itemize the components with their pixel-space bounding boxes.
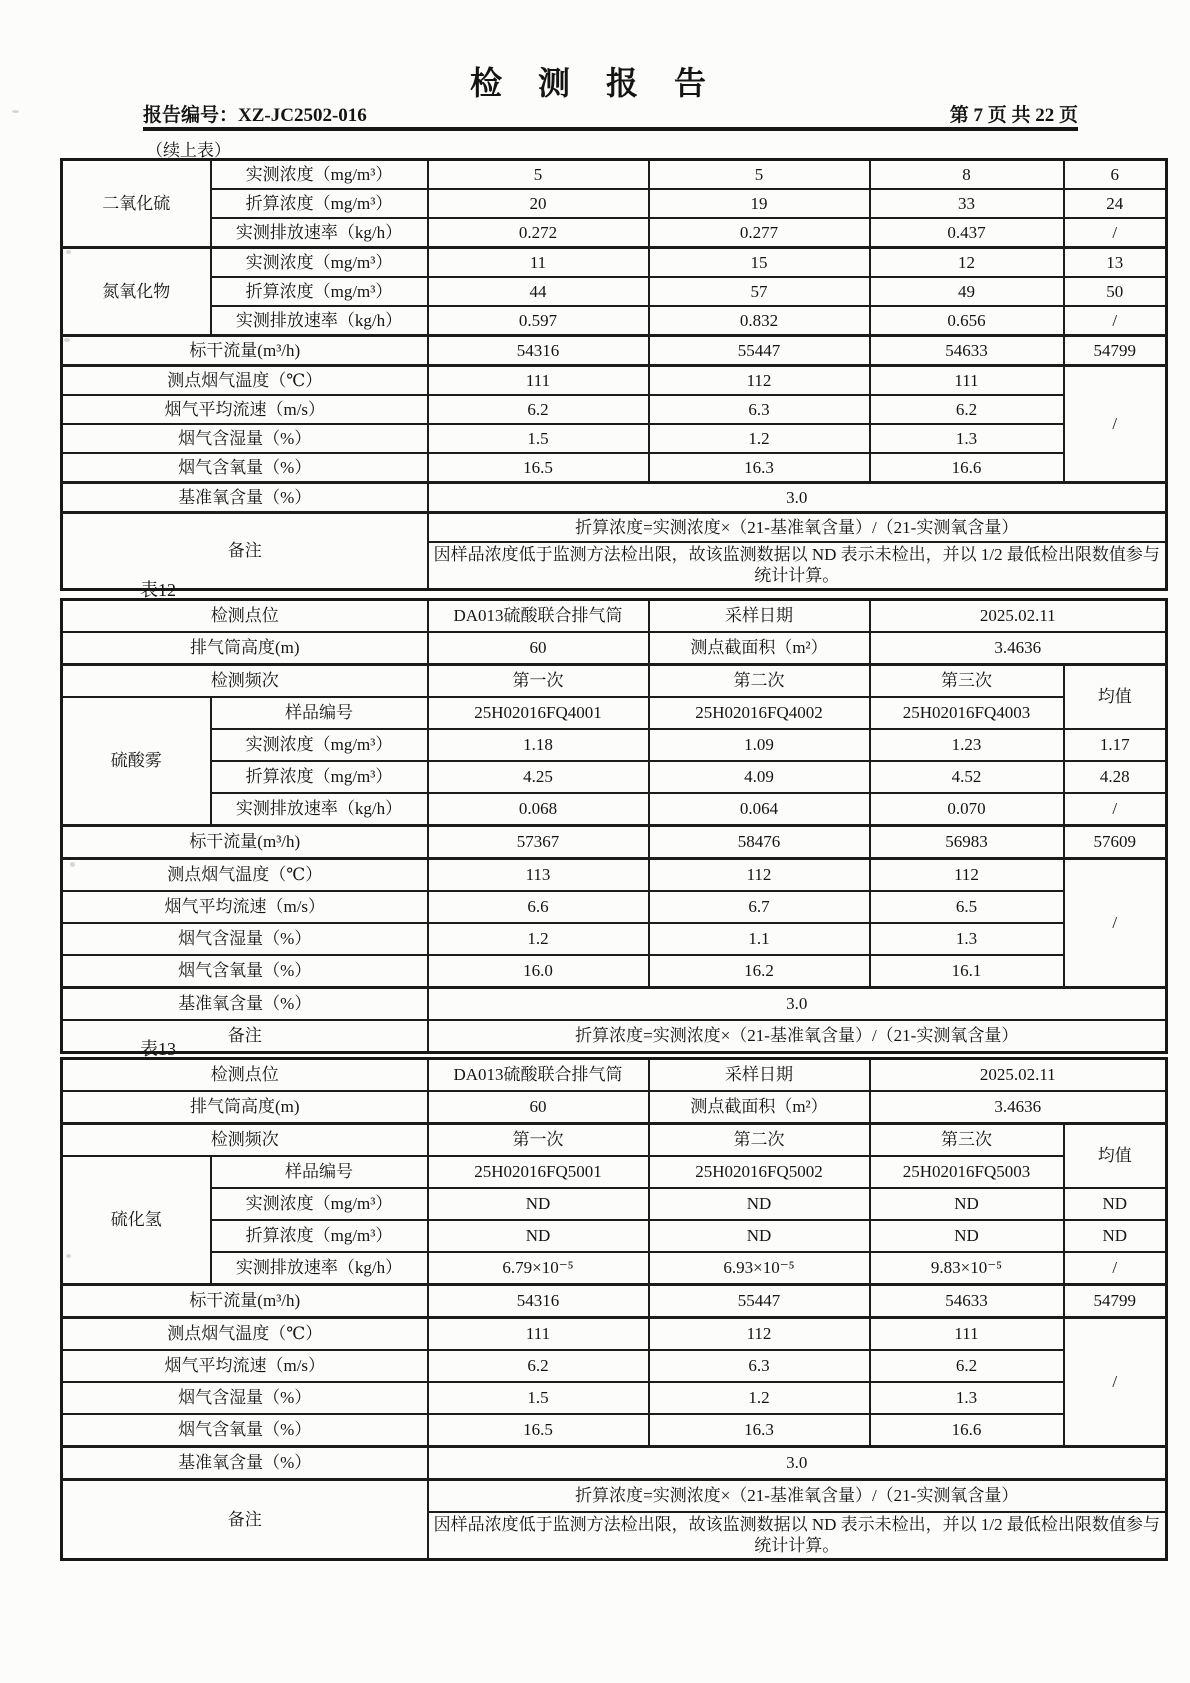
row-label-cell: 检测频次 [62,665,428,698]
value-cell: 55447 [649,336,870,366]
value-cell: 1.2 [649,424,870,453]
value-cell: 0.070 [870,793,1064,826]
value-cell: 6.7 [649,891,870,923]
value-cell: 0.068 [428,793,649,826]
row-label-cell: 烟气含氧量（%） [62,955,428,988]
table-row [62,1252,1167,1285]
value-cell: 1.5 [428,1382,649,1414]
sample-id-cell: 25H02016FQ5001 [428,1156,649,1188]
value-cell: 6.6 [428,891,649,923]
remark-nd-cell: 因样品浓度低于监测方法检出限，故该监测数据以 ND 表示未检出，并以 1/2 最低检出限数值参与统计计算。 [428,1512,1167,1559]
param-label-cell: 折算浓度（mg/m³） [211,1220,428,1252]
value-cell: 50 [1064,277,1167,306]
remark-formula-cell: 折算浓度=实测浓度×（21-基准氧含量）/（21-实测氧含量） [428,513,1167,543]
pollutant-name-cell: 硫化氢 [62,1156,211,1285]
scan-speck [70,862,75,867]
remark-formula-cell: 折算浓度=实测浓度×（21-基准氧含量）/（21-实测氧含量） [428,1480,1167,1513]
row-label-cell: 测点烟气温度（℃） [62,366,428,396]
report-number-label: 报告编号： [143,105,239,126]
param-label-cell: 样品编号 [211,697,428,729]
value-cell: 0.832 [649,306,870,336]
value-cell: 60 [428,1091,649,1124]
value-cell: 1.3 [870,424,1064,453]
value-cell: 112 [649,859,870,892]
value-cell: 16.6 [870,453,1064,483]
value-cell: 6.2 [870,395,1064,424]
value-cell: 3.4636 [870,632,1167,665]
value-cell: ND [1064,1188,1167,1220]
scan-speck [66,250,71,254]
row-label-cell: 烟气含湿量（%） [62,424,428,453]
average-header-cell: 均值 [1064,665,1167,730]
table-row [62,366,1167,396]
table-row [62,1124,1167,1157]
value-cell: 1.2 [428,923,649,955]
value-cell: 1.5 [428,424,649,453]
value-cell: 8 [870,160,1064,190]
row-label-cell: 烟气平均流速（m/s） [62,395,428,424]
table-row [62,632,1167,665]
value-cell: 112 [649,366,870,396]
value-cell: DA013硫酸联合排气筒 [428,1059,649,1092]
value-cell: 4.25 [428,761,649,793]
remark-label-cell: 备注 [62,1480,428,1560]
value-cell: 113 [428,859,649,892]
pollutant-name-cell: 二氧化硫 [62,160,211,248]
average-cell: / [1064,366,1167,483]
value-cell: 1.09 [649,729,870,761]
value-cell: 6.2 [428,395,649,424]
value-cell: 1.17 [1064,729,1167,761]
pollutant-name-cell: 硫酸雾 [62,697,211,826]
value-cell: 16.1 [870,955,1064,988]
value-cell: 54633 [870,1285,1064,1318]
value-cell: 60 [428,632,649,665]
table-row [62,1020,1167,1053]
param-label-cell: 折算浓度（mg/m³） [211,189,428,218]
row-label-cell: 检测点位 [62,600,428,633]
value-cell: 54633 [870,336,1064,366]
remark-label-cell: 备注 [62,1020,428,1053]
param-label-cell: 实测浓度（mg/m³） [211,1188,428,1220]
value-cell: 4.09 [649,761,870,793]
remark-formula-cell: 折算浓度=实测浓度×（21-基准氧含量）/（21-实测氧含量） [428,1020,1167,1053]
table-row [62,336,1167,366]
scan-speck [64,338,70,342]
value-cell: 13 [1064,248,1167,278]
value-cell: 16.3 [649,453,870,483]
value-cell: 0.656 [870,306,1064,336]
row-label-cell: 烟气含湿量（%） [62,1382,428,1414]
param-label-cell: 实测浓度（mg/m³） [211,160,428,190]
table-row [62,1350,1167,1382]
row-label-cell: 排气筒高度(m) [62,632,428,665]
freq-col-cell: 第二次 [649,665,870,698]
table-row [62,697,1167,729]
table-row [62,1285,1167,1318]
value-cell: 6.5 [870,891,1064,923]
value-cell: 16.3 [649,1414,870,1447]
table-row [62,955,1167,988]
param-label-cell: 实测浓度（mg/m³） [211,248,428,278]
page-indicator: 第 7 页 共 22 页 [949,105,1078,126]
value-cell: 0.437 [870,218,1064,248]
value-cell: 16.5 [428,1414,649,1447]
table-row [62,1220,1167,1252]
value-cell: 5 [649,160,870,190]
value-cell: 1.3 [870,923,1064,955]
row-label-cell: 测点截面积（m²） [649,632,870,665]
row-label-cell: 标干流量(m³/h) [62,1285,428,1318]
value-cell: 111 [428,1318,649,1351]
freq-col-cell: 第二次 [649,1124,870,1157]
header-rule [143,127,1078,131]
value-cell: 0.272 [428,218,649,248]
sample-id-cell: 25H02016FQ5003 [870,1156,1064,1188]
continued-table [60,158,1168,591]
value-cell: 6.3 [649,395,870,424]
sample-id-cell: 25H02016FQ4003 [870,697,1064,729]
table-row [62,1156,1167,1188]
value-cell: 2025.02.11 [870,1059,1167,1092]
table-row [62,923,1167,955]
row-label-cell: 基准氧含量（%） [62,1447,428,1480]
table-row [62,513,1167,543]
value-cell: 49 [870,277,1064,306]
value-cell: 58476 [649,826,870,859]
row-label-cell: 标干流量(m³/h) [62,826,428,859]
table-row [62,729,1167,761]
value-cell: 6.79×10⁻⁵ [428,1252,649,1285]
param-label-cell: 实测排放速率（kg/h） [211,793,428,826]
sample-id-cell: 25H02016FQ5002 [649,1156,870,1188]
value-cell: 5 [428,160,649,190]
sample-id-cell: 25H02016FQ4001 [428,697,649,729]
scan-speck [66,1254,71,1258]
value-cell: 4.52 [870,761,1064,793]
value-cell: 9.83×10⁻⁵ [870,1252,1064,1285]
value-cell: 2025.02.11 [870,600,1167,633]
table-row [62,453,1167,483]
value-cell: 56983 [870,826,1064,859]
table-row [62,218,1167,248]
table-row [62,600,1167,633]
table-row [62,1447,1167,1480]
value-cell: 57367 [428,826,649,859]
table13 [60,1057,1168,1561]
value-cell: 6.2 [870,1350,1064,1382]
pollutant-name-cell: 氮氧化物 [62,248,211,336]
row-label-cell: 采样日期 [649,1059,870,1092]
value-cell: 4.28 [1064,761,1167,793]
value-cell: 16.5 [428,453,649,483]
value-cell: 57 [649,277,870,306]
table-row [62,483,1167,513]
value-cell: ND [649,1188,870,1220]
page-title: 检 测 报 告 [469,65,720,101]
value-cell: 3.0 [428,483,1167,513]
row-label-cell: 测点截面积（m²） [649,1091,870,1124]
average-cell: / [1064,1318,1167,1447]
row-label-cell: 排气筒高度(m) [62,1091,428,1124]
table-row [62,826,1167,859]
value-cell: 0.597 [428,306,649,336]
row-label-cell: 烟气平均流速（m/s） [62,1350,428,1382]
value-cell: 54316 [428,336,649,366]
value-cell: 11 [428,248,649,278]
row-label-cell: 标干流量(m³/h) [62,336,428,366]
value-cell: 111 [870,366,1064,396]
value-cell: 16.2 [649,955,870,988]
table-row [62,189,1167,218]
remark-nd-cell: 因样品浓度低于监测方法检出限，故该监测数据以 ND 表示未检出，并以 1/2 最低检出限数值参与统计计算。 [428,542,1167,589]
value-cell: 24 [1064,189,1167,218]
row-label-cell: 基准氧含量（%） [62,483,428,513]
table-row [62,424,1167,453]
table-row [62,1414,1167,1447]
value-cell: ND [428,1220,649,1252]
row-label-cell: 检测频次 [62,1124,428,1157]
param-label-cell: 样品编号 [211,1156,428,1188]
row-label-cell: 烟气含氧量（%） [62,1414,428,1447]
value-cell: ND [649,1220,870,1252]
value-cell: 6.2 [428,1350,649,1382]
value-cell: 33 [870,189,1064,218]
table-row [62,891,1167,923]
value-cell: 57609 [1064,826,1167,859]
table-row [62,160,1167,190]
table-row [62,1318,1167,1351]
value-cell: 19 [649,189,870,218]
row-label-cell: 烟气含氧量（%） [62,453,428,483]
row-label-cell: 测点烟气温度（℃） [62,859,428,892]
table13-caption: 表13 [140,1039,176,1059]
table-row [62,665,1167,698]
param-label-cell: 实测排放速率（kg/h） [211,218,428,248]
value-cell: 0.064 [649,793,870,826]
row-label-cell: 烟气含湿量（%） [62,923,428,955]
report-header [143,100,1078,127]
row-label-cell: 测点烟气温度（℃） [62,1318,428,1351]
table-row [62,306,1167,336]
value-cell: / [1064,218,1167,248]
table-row [62,859,1167,892]
table12-caption: 表12 [140,580,176,600]
value-cell: / [1064,793,1167,826]
value-cell: 112 [649,1318,870,1351]
freq-col-cell: 第三次 [870,665,1064,698]
param-label-cell: 实测排放速率（kg/h） [211,1252,428,1285]
table-row [62,277,1167,306]
freq-col-cell: 第三次 [870,1124,1064,1157]
value-cell: / [1064,1252,1167,1285]
table-row [62,761,1167,793]
value-cell: 3.0 [428,988,1167,1021]
param-label-cell: 折算浓度（mg/m³） [211,761,428,793]
freq-col-cell: 第一次 [428,665,649,698]
value-cell: 6.93×10⁻⁵ [649,1252,870,1285]
value-cell: 1.23 [870,729,1064,761]
table-row [62,1059,1167,1092]
value-cell: / [1064,306,1167,336]
value-cell: ND [870,1220,1064,1252]
table-row [62,248,1167,278]
table-row [62,1091,1167,1124]
param-label-cell: 实测排放速率（kg/h） [211,306,428,336]
value-cell: 1.2 [649,1382,870,1414]
table-row [62,1480,1167,1513]
value-cell: 1.3 [870,1382,1064,1414]
value-cell: ND [1064,1220,1167,1252]
value-cell: 16.0 [428,955,649,988]
param-label-cell: 折算浓度（mg/m³） [211,277,428,306]
value-cell: 1.18 [428,729,649,761]
value-cell: ND [428,1188,649,1220]
value-cell: 6 [1064,160,1167,190]
row-label-cell: 基准氧含量（%） [62,988,428,1021]
table-row [62,1382,1167,1414]
table-row [62,988,1167,1021]
value-cell: 111 [428,366,649,396]
value-cell: 0.277 [649,218,870,248]
value-cell: 6.3 [649,1350,870,1382]
value-cell: 54316 [428,1285,649,1318]
table-row [62,395,1167,424]
value-cell: 54799 [1064,336,1167,366]
report-number [143,100,367,127]
scan-speck [12,110,19,113]
row-label-cell: 采样日期 [649,600,870,633]
value-cell: 3.0 [428,1447,1167,1480]
param-label-cell: 实测浓度（mg/m³） [211,729,428,761]
row-label-cell: 检测点位 [62,1059,428,1092]
value-cell: 20 [428,189,649,218]
value-cell: 3.4636 [870,1091,1167,1124]
report-number-value: XZ-JC2502-016 [238,105,367,126]
value-cell: 54799 [1064,1285,1167,1318]
value-cell: 16.6 [870,1414,1064,1447]
value-cell: DA013硫酸联合排气筒 [428,600,649,633]
table-row [62,1188,1167,1220]
value-cell: 1.1 [649,923,870,955]
average-header-cell: 均值 [1064,1124,1167,1189]
value-cell: 55447 [649,1285,870,1318]
freq-col-cell: 第一次 [428,1124,649,1157]
value-cell: 12 [870,248,1064,278]
sample-id-cell: 25H02016FQ4002 [649,697,870,729]
continuation-note: （续上表） [146,141,231,160]
value-cell: 15 [649,248,870,278]
table-row [62,793,1167,826]
row-label-cell: 烟气平均流速（m/s） [62,891,428,923]
remark-label-cell: 备注 [62,513,428,590]
average-cell: / [1064,859,1167,988]
value-cell: ND [870,1188,1064,1220]
value-cell: 44 [428,277,649,306]
table12 [60,598,1168,1054]
value-cell: 111 [870,1318,1064,1351]
value-cell: 112 [870,859,1064,892]
